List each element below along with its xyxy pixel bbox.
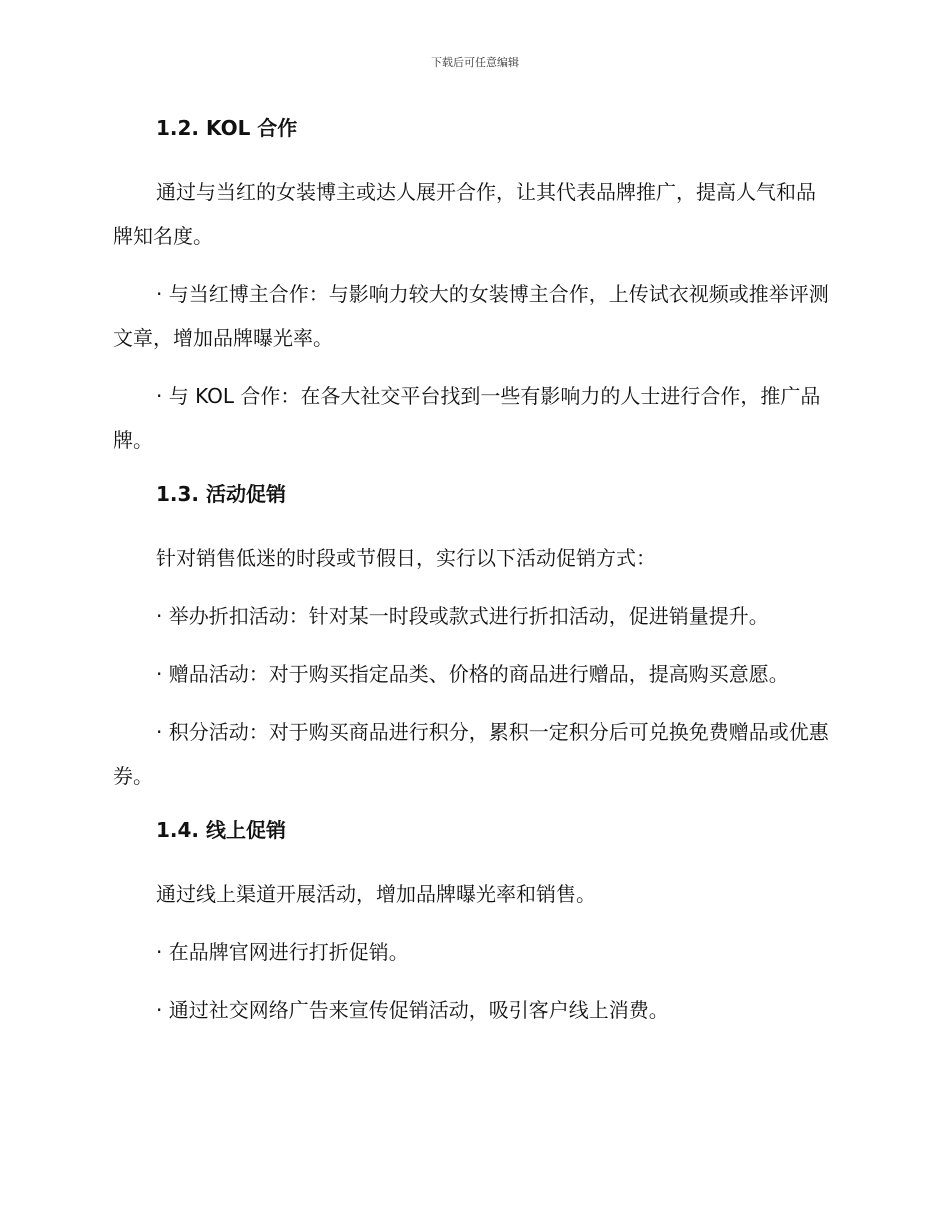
section-heading: 1.4. 线上促销 [156,818,286,842]
bullet-paragraph: · 举办折扣活动：针对某一时段或款式进行折扣活动，促进销量提升。 [156,604,769,628]
section-activity-promotion [113,476,833,798]
section-heading: 1.3. 活动促销 [156,482,286,506]
section-online-promotion [113,812,833,1032]
document-body [113,110,833,1046]
paragraph: 通过与当红的女装博主或达人展开合作，让其代表品牌推广，提高人气和品牌知名度。 [113,180,816,248]
header-note: 下载后可任意编辑 [431,56,519,69]
bullet-paragraph: · 与 KOL 合作：在各大社交平台找到一些有影响力的人士进行合作，推广品牌。 [113,384,821,452]
bullet-paragraph: · 赠品活动：对于购买指定品类、价格的商品进行赠品，提高购买意愿。 [156,662,789,686]
bullet-paragraph: · 与当红博主合作：与影响力较大的女装博主合作，上传试衣视频或推举评测文章，增加品牌曝光率。 [113,282,829,350]
bullet-paragraph: · 积分活动：对于购买商品进行积分，累积一定积分后可兑换免费赠品或优惠券。 [113,720,829,788]
paragraph: 通过线上渠道开展活动，增加品牌曝光率和销售。 [156,882,596,906]
paragraph: 针对销售低迷的时段或节假日，实行以下活动促销方式： [156,546,656,570]
bullet-paragraph: · 通过社交网络广告来宣传促销活动，吸引客户线上消费。 [156,998,669,1022]
section-heading: 1.2. KOL 合作 [156,116,298,140]
bullet-paragraph: · 在品牌官网进行打折促销。 [156,940,409,964]
section-kol [113,110,833,462]
